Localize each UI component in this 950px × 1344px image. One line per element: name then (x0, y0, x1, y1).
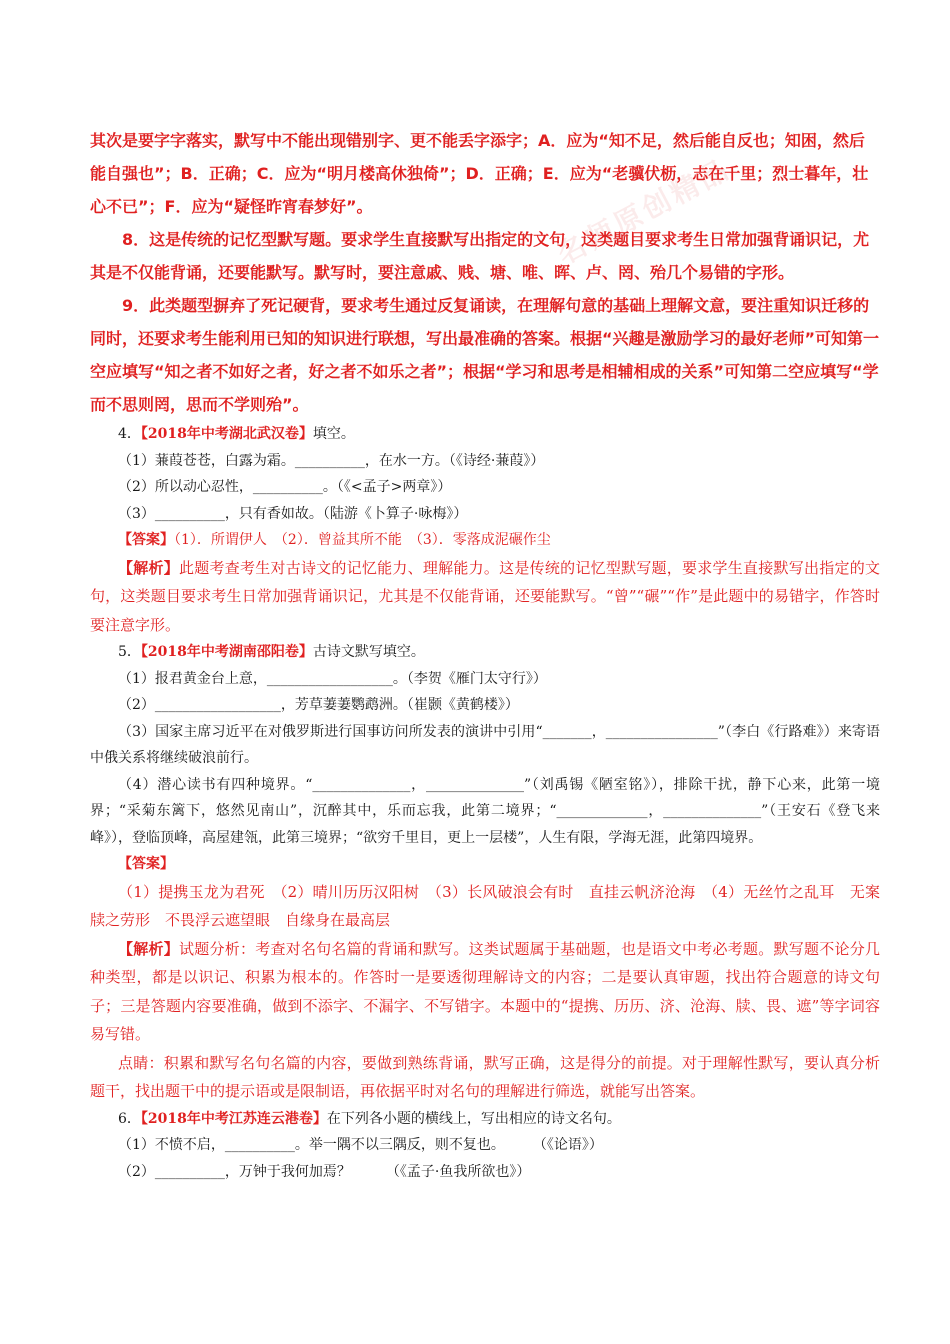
question-source-tag: 【2018年中考湖南邵阳卷】 (140, 644, 313, 660)
explanation-paragraph-3: 9．此类题型摒弃了死记硬背，要求考生通过反复诵读，在理解句意的基础上理解文意，要注重知识迁移的同时，还要求考生能利用已知的知识进行联想，写出最准确的答案。根据“兴趣是激励学习的最好老师”可知第一空应填写“知之者不如好之者，好之者不如乐之者”；根据“学习和思考是相辅相成的关系”可知第二空应填写“学而不思则罔，思而不学则殆”。 (90, 296, 880, 414)
question-4-answer (90, 527, 880, 554)
question-number: 5． (118, 644, 141, 660)
question-5-item-4: （4）潜心读书有四种境界。“______________，______________”（刘禹锡《陋室铭》），排除干扰，静下心来，此第一境界；“采菊东篱下，悠然见南山”，沉醉其中，乐而忘我，此第二境界；“_____________，______________”（王安石《登飞来峰》），登临顶峰，高屋建瓴，此第三境界；“欲穷千里目，更上一层楼”，人生有限，学海无涯，此第四境界。 (90, 776, 880, 846)
question-number: 4． (118, 426, 141, 442)
analysis-tag: 【解析】 (118, 558, 179, 577)
question-6-item-2: （2）__________，万钟于我何加焉？ （《孟子·鱼我所欲也》） (118, 1163, 531, 1180)
watermark: 名师原创精品 (551, 151, 737, 271)
analysis-tag: 【解析】 (118, 939, 179, 958)
question-5-item-2: （2）__________________，芳草萋萋鹦鹉洲。（崔颢《黄鹤楼》） (118, 697, 519, 713)
explanation-paragraph-1: 其次是要字字落实，默写中不能出现错别字、更不能丢字添字；A．应为“知不足，然后能自反也；知困，然后能自强也”；B．正确；C．应为“明月楼高休独倚”；D．正确；E．应为“老骥伏枥，志在千里；烈士暮年，壮心不已”；F．应为“疑怪昨宵春梦好”。 (90, 131, 869, 216)
question-5-item-3: （3）国家主席习近平在对俄罗斯进行国事访问所发表的演讲中引用“_______，________________”（李白《行路难》）来寄语中俄关系将继续破浪前行。 (90, 723, 880, 766)
question-5-heading (90, 639, 880, 666)
question-5-answer: （1）提携玉龙为君死 （2）晴川历历汉阳树 （3）长风破浪会有时 直挂云帆济沧海 （4）无丝竹之乱耳 无案牍之劳形 不畏浮云遮望眼 自缘身在最高层 (90, 882, 880, 929)
question-4-heading (90, 421, 880, 448)
question-5-item-1: （1）报君黄金台上意，__________________。（李贺《雁门太守行》） (118, 670, 547, 687)
question-6-heading (90, 1106, 880, 1133)
analysis-text: 此题考查考生对古诗文的记忆能力、理解能力。这是传统的记忆型默写题，要求学生直接默写出指定的文句，这类题目要求考生日常加强背诵识记，尤其是不仅能背诵，还要能默写。“曾”“碾”“作”是此题中的易错字，作答时要注意字形。 (90, 558, 880, 634)
question-title: 填空。 (312, 426, 355, 442)
answer-text: （1）．所谓伊人 （2）．曾益其所不能 （3）．零落成泥碾作尘 (174, 532, 551, 548)
question-4-analysis (90, 554, 880, 640)
question-source-tag: 【2018年中考江苏连云港卷】 (140, 1110, 327, 1127)
analysis-text: 试题分析：考查对名句名篇的背诵和默写。这类试题属于基础题，也是语文中考必考题。默写题不论分几种类型，都是以识记、积累为根本的。作答时一是要透彻理解诗文的内容；二是要认真审题，找出符合题意的诗文句子；三是答题内容要准确，做到不添字、不漏字、不写错字。本题中的“提携、历历、济、沧海、牍、畏、遮”等字词容易写错。 (90, 939, 880, 1043)
questions-body (90, 421, 880, 1185)
question-5-answer-tag (90, 851, 880, 878)
question-source-tag: 【2018年中考湖北武汉卷】 (140, 426, 313, 442)
question-4-item-1: （1）蒹葭苍苍，白露为霜。__________，在水一方。（《诗经·蒹葭》） (118, 452, 545, 469)
answer-tag: 【答案】 (118, 532, 174, 548)
explanation-paragraph-2: 8．这是传统的记忆型默写题。要求学生直接默写出指定的文句，这类题目要求考生日常加强背诵识记，尤其是不仅能背诵，还要能默写。默写时，要注意戚、贱、塘、唯、晖、卢、罔、殆几个易错的字形。 (90, 230, 870, 282)
question-number: 6． (118, 1110, 141, 1127)
question-title: 古诗文默写填空。 (312, 644, 425, 660)
question-4-item-2: （2）所以动心忍性，__________。（《<孟子>两章》） (118, 479, 452, 495)
question-5-analysis (90, 935, 880, 1049)
question-6-item-1: （1）不愤不启，__________。举一隅不以三隅反，则不复也。 （《论语》） (118, 1137, 603, 1153)
question-4-item-3: （3）__________，只有香如故。（陆游《卜算子·咏梅》） (118, 505, 468, 522)
question-5-point: 点睛：积累和默写名句名篇的内容，要做到熟练背诵，默写正确，这是得分的前提。对于理解性默写，要认真分析题干，找出题干中的提示语或是限制语，再依据平时对名句的理解进行筛选，就能写出答案。 (90, 1053, 880, 1100)
explanation-block (90, 124, 880, 421)
answer-tag: 【答案】 (118, 856, 174, 872)
question-title: 在下列各小题的横线上，写出相应的诗文名句。 (326, 1110, 621, 1127)
